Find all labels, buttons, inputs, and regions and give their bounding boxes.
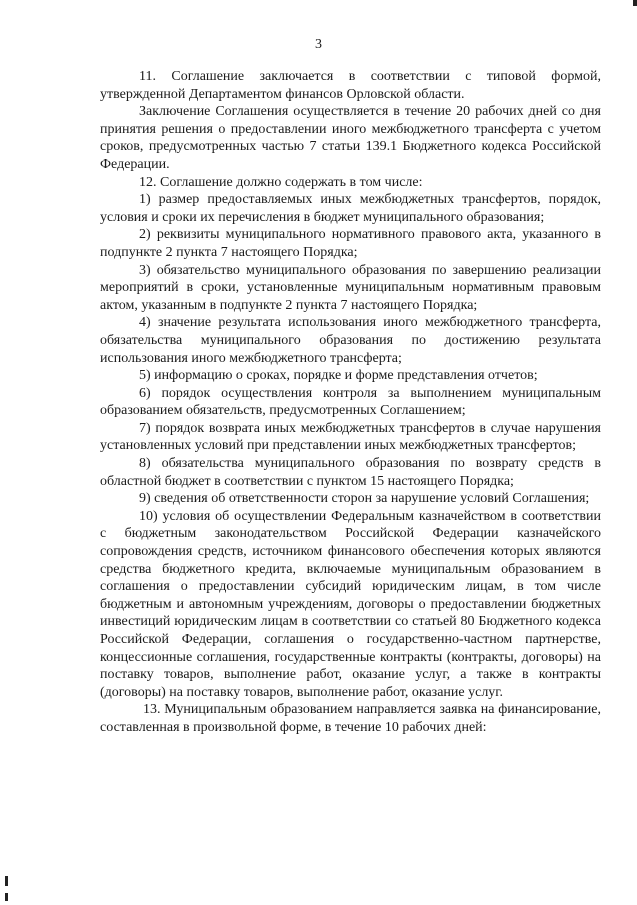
subparagraph-8: 8) обязательства муниципального образования по возврату средств в областной бюджет в соответствии с пунктом 15 настоящего Порядка; bbox=[100, 456, 601, 489]
subparagraph-2: 2) реквизиты муниципального нормативного правового акта, указанного в подпункте 2 пункта 7 настоящего Порядка; bbox=[100, 227, 601, 260]
subparagraph-6: 6) порядок осуществления контроля за выполнением муниципальным образованием обязательств, предусмотренных Соглашением; bbox=[100, 385, 601, 419]
scan-mark bbox=[633, 0, 637, 6]
paragraph-13: 13. Муниципальным образованием направляется заявка на финансирование, составленная в произвольной форме, в течение 10 рабочих дней: bbox=[100, 702, 601, 735]
subparagraph-7: 7) порядок возврата иных межбюджетных трансфертов в случае нарушения установленных условий при представлении иных межбюджетных трансфертов; bbox=[100, 420, 601, 454]
subparagraph-4: 4) значение результата использования иного межбюджетного трансферта, обязательства муниципального образования по достижению результата использования иного межбюджетного трансферта; bbox=[100, 315, 601, 366]
document-body bbox=[100, 68, 601, 737]
subparagraph-5: 5) информацию о сроках, порядке и форме представления отчетов; bbox=[139, 368, 538, 384]
paragraph-12: 12. Соглашение должно содержать в том числе: bbox=[139, 174, 423, 190]
scan-mark bbox=[5, 876, 8, 886]
subparagraph-1: 1) размер предоставляемых иных межбюджетных трансфертов, порядок, условия и сроки их перечисления в бюджет муниципального образования; bbox=[100, 192, 601, 225]
subparagraph-9: 9) сведения об ответственности сторон за нарушение условий Соглашения; bbox=[139, 491, 590, 507]
subparagraph-10: 10) условия об осуществлении Федеральным казначейством в соответствии с бюджетным законодательством Российской Федерации казначейского сопровождения средств, источником финансового обеспечения которых являются средства бюджетного кредита, включаемые муниципальным образованием в соглашения о предоставлении субсидий юридическим лицам, в том числе бюджетным и автономным учреждениям, договоры о предоставлении бюджетных инвестиций юридическим лицам в соответствии со статьей 80 Бюджетного кодекса Российской Федерации, соглашения о государственно-частном партнерстве, концессионные соглашения, государственные контракты (контракты, договоры) на поставку товаров, выполнение работ, оказание услуг, а также в контракты (договоры) на поставку товаров, выполнение работ, оказание услуг. bbox=[100, 508, 601, 700]
subparagraph-3: 3) обязательство муниципального образования по завершению реализации мероприятий в сроки, установленные муниципальным нормативным правовым актом, указанным в подпункте 2 пункта 7 настоящего Порядка; bbox=[100, 262, 601, 313]
scan-mark bbox=[5, 893, 8, 901]
paragraph-11-conclusion: Заключение Соглашения осуществляется в течение 20 рабочих дней со дня принятия решения о предоставлении иного межбюджетного трансферта с учетом сроков, предусмотренных частью 7 статьи 139.1 Бюджетного кодекса Российской Федерации. bbox=[100, 104, 601, 172]
page-number: 3 bbox=[315, 37, 322, 52]
paragraph-11: 11. Соглашение заключается в соответствии с типовой формой, утвержденной Департаментом финансов Орловской области. bbox=[100, 69, 601, 102]
